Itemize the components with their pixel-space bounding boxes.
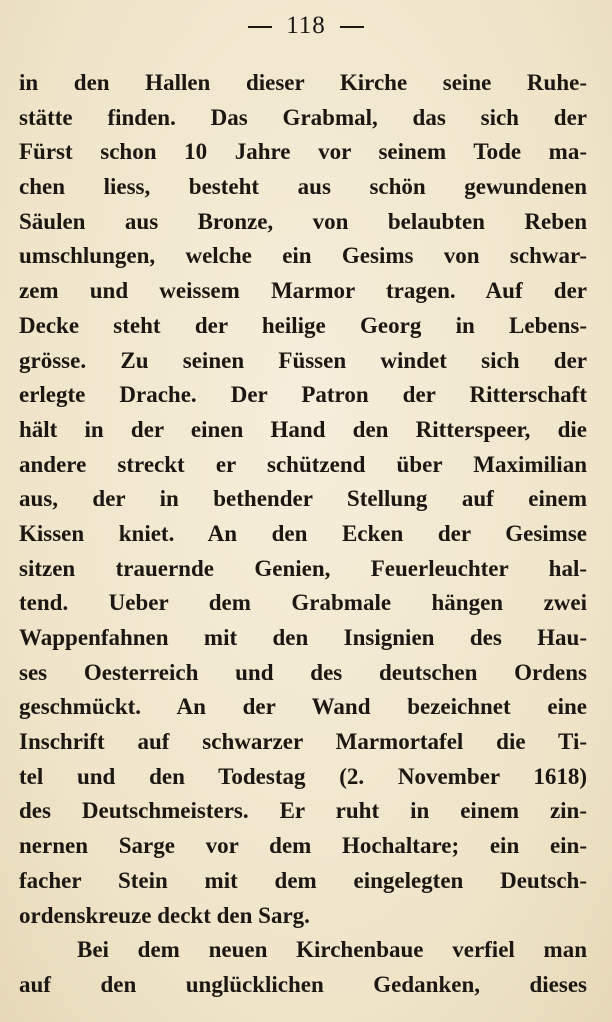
- text-line: grösse. Zu seinen Füssen windet sich der: [19, 347, 587, 373]
- paragraph-start-line: Bei dem neuen Kirchenbaue verfiel man: [77, 937, 587, 963]
- text-line: facher Stein mit dem eingelegten Deutsch-: [19, 867, 587, 893]
- text-line: umschlungen, welche ein Gesims von schwar-: [19, 243, 587, 269]
- text-line: tel und den Todestag (2. November 1618): [19, 763, 587, 789]
- text-line: ses Oesterreich und des deutschen Ordens: [19, 659, 587, 685]
- text-line: andere streckt er schützend über Maximilian: [19, 451, 587, 477]
- text-line: zem und weissem Marmor tragen. Auf der: [19, 278, 587, 304]
- text-line: Wappenfahnen mit den Insignien des Hau-: [19, 625, 587, 650]
- text-line: aus, der in bethender Stellung auf einem: [19, 486, 587, 512]
- text-line: des Deutschmeisters. Er ruht in einem zin-: [19, 798, 587, 824]
- text-line: Kissen kniet. An den Ecken der Gesimse: [19, 520, 587, 546]
- text-line: Fürst schon 10 Jahre vor seinem Tode ma-: [19, 139, 587, 165]
- text-line: in den Hallen dieser Kirche seine Ruhe-: [19, 70, 587, 95]
- text-line: nernen Sarge vor dem Hochaltare; ein ein-: [19, 833, 587, 859]
- text-line: chen liess, besteht aus schön gewundenen: [19, 174, 587, 200]
- text-line: stätte finden. Das Grabmal, das sich der: [19, 104, 587, 130]
- text-line: tend. Ueber dem Grabmale hängen zwei: [19, 590, 587, 616]
- text-line: sitzen trauernde Genien, Feuerleuchter hal-: [19, 555, 587, 581]
- page-number: 118: [286, 12, 326, 39]
- text-line: auf den unglücklichen Gedanken, dieses: [19, 971, 587, 997]
- text-line: Inschrift auf schwarzer Marmortafel die Ti-: [19, 729, 587, 755]
- text-line: Decke steht der heilige Georg in Lebens-: [19, 312, 587, 338]
- header-dash-right: [340, 26, 364, 28]
- text-line: Säulen aus Bronze, von belaubten Reben: [19, 208, 587, 234]
- header-dash-left: [248, 26, 272, 28]
- body-text: [19, 66, 587, 1003]
- page-header: [0, 12, 612, 40]
- text-line: hält in der einen Hand den Ritterspeer, die: [19, 416, 587, 442]
- text-line: geschmückt. An der Wand bezeichnet eine: [19, 694, 587, 720]
- paragraph-end-line: ordenskreuze deckt den Sarg.: [19, 902, 310, 928]
- text-line: erlegte Drache. Der Patron der Ritterschaft: [19, 382, 587, 408]
